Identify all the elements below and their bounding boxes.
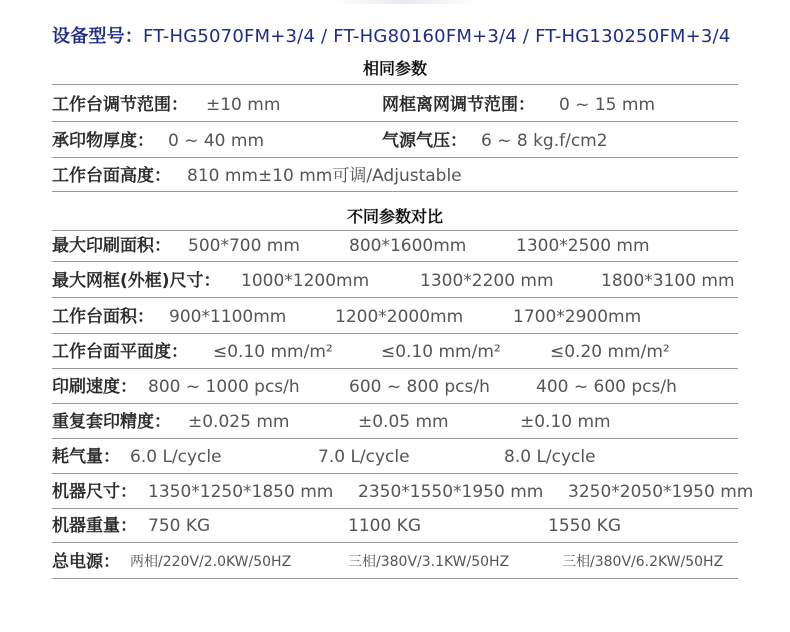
same-row-1: [52, 90, 752, 120]
value-model-3: 1550 KG: [548, 516, 621, 536]
row-value-2: 0 ~ 15 mm: [559, 95, 656, 115]
value-model-2: 800*1600mm: [349, 236, 467, 256]
divider: [52, 261, 738, 262]
diff-row-machine-size: [52, 477, 752, 507]
value-model-1: 900*1100mm: [169, 307, 287, 327]
divider: [52, 84, 738, 85]
value-model-3: 1700*2900mm: [513, 307, 642, 327]
row-label-2: 网框离网调节范围：: [382, 95, 535, 115]
diff-row-air-consumption: [52, 442, 752, 472]
value-model-2: 1300*2200 mm: [420, 271, 554, 291]
model-values: FT-HG5070FM+3/4 / FT-HG80160FM+3/4 / FT-HG130250FM+3/4: [143, 26, 731, 47]
same-params-title: 相同参数: [362, 59, 427, 78]
row-value-2: 6 ~ 8 kg.f/cm2: [481, 131, 608, 151]
value-model-2: ≤0.10 mm/m²: [381, 342, 501, 362]
row-label: 重复套印精度：: [52, 412, 171, 432]
row-label: 工作台调节范围：: [52, 95, 188, 115]
value-model-2: 1100 KG: [348, 516, 421, 536]
faded-header-fragment: [330, 0, 480, 4]
same-row-3: [52, 161, 752, 191]
value-model-1: 6.0 L/cycle: [130, 447, 222, 467]
row-label: 工作台面积：: [52, 307, 154, 327]
value-model-2: 1200*2000mm: [335, 307, 464, 327]
value-model-2: 三相/380V/3.1KW/50HZ: [348, 554, 510, 570]
row-value: 0 ~ 40 mm: [168, 131, 265, 151]
value-model-1: 500*700 mm: [188, 236, 300, 256]
value-model-2: 600 ~ 800 pcs/h: [349, 377, 490, 397]
row-label: 机器尺寸：: [52, 482, 137, 502]
row-label: 工作台面高度：: [52, 166, 171, 186]
value-model-2: 7.0 L/cycle: [318, 447, 410, 467]
value-model-3: 1800*3100 mm: [601, 271, 735, 291]
divider: [52, 121, 738, 122]
value-model-1: 800 ~ 1000 pcs/h: [148, 377, 300, 397]
row-value: 810 mm±10 mm可调/Adjustable: [187, 166, 462, 186]
divider: [52, 473, 738, 474]
row-label: 总电源：: [52, 552, 120, 572]
value-model-3: 三相/380V/6.2KW/50HZ: [562, 554, 724, 570]
value-model-1: ±0.025 mm: [188, 412, 290, 432]
diff-row-power-supply: [52, 547, 752, 577]
row-label: 最大印刷面积：: [52, 236, 171, 256]
divider: [52, 403, 738, 404]
divider: [52, 542, 738, 543]
divider: [52, 368, 738, 369]
value-model-3: 1300*2500 mm: [516, 236, 650, 256]
diff-row-print-speed: [52, 372, 752, 402]
diff-row-registration-accuracy: [52, 407, 752, 437]
value-model-1: 750 KG: [148, 516, 211, 536]
divider: [52, 508, 738, 509]
value-model-1: ≤0.10 mm/m²: [213, 342, 333, 362]
diff-row-flatness: [52, 337, 752, 367]
divider: [52, 438, 738, 439]
value-model-3: 3250*2050*1950 mm: [568, 482, 754, 502]
divider: [52, 191, 738, 192]
row-label: 机器重量：: [52, 516, 137, 536]
value-model-1: 两相/220V/2.0KW/50HZ: [130, 554, 292, 570]
value-model-3: ≤0.20 mm/m²: [550, 342, 670, 362]
row-label: 承印物厚度：: [52, 131, 154, 151]
diff-row-max-print-area: [52, 231, 752, 261]
divider: [52, 333, 738, 334]
model-label: 设备型号：: [52, 26, 143, 47]
row-label: 印刷速度：: [52, 377, 137, 397]
row-label: 最大网框(外框)尺寸：: [52, 271, 221, 291]
value-model-1: 1000*1200mm: [241, 271, 370, 291]
row-label: 工作台面平面度：: [52, 342, 188, 362]
value-model-3: 400 ~ 600 pcs/h: [536, 377, 677, 397]
value-model-1: 1350*1250*1850 mm: [148, 482, 334, 502]
value-model-3: ±0.10 mm: [520, 412, 611, 432]
row-label-2: 气源气压：: [382, 131, 467, 151]
model-number-line: [52, 22, 772, 48]
diff-params-title: 不同参数对比: [346, 207, 443, 226]
row-label: 耗气量：: [52, 447, 120, 467]
divider: [52, 297, 738, 298]
row-value: ±10 mm: [206, 95, 281, 115]
value-model-3: 8.0 L/cycle: [504, 447, 596, 467]
value-model-2: 2350*1550*1950 mm: [358, 482, 544, 502]
diff-row-max-frame-size: [52, 266, 752, 296]
value-model-2: ±0.05 mm: [358, 412, 449, 432]
divider: [52, 578, 738, 579]
diff-row-table-area: [52, 302, 752, 332]
divider: [52, 157, 738, 158]
same-row-2: [52, 126, 752, 156]
diff-row-machine-weight: [52, 511, 752, 541]
